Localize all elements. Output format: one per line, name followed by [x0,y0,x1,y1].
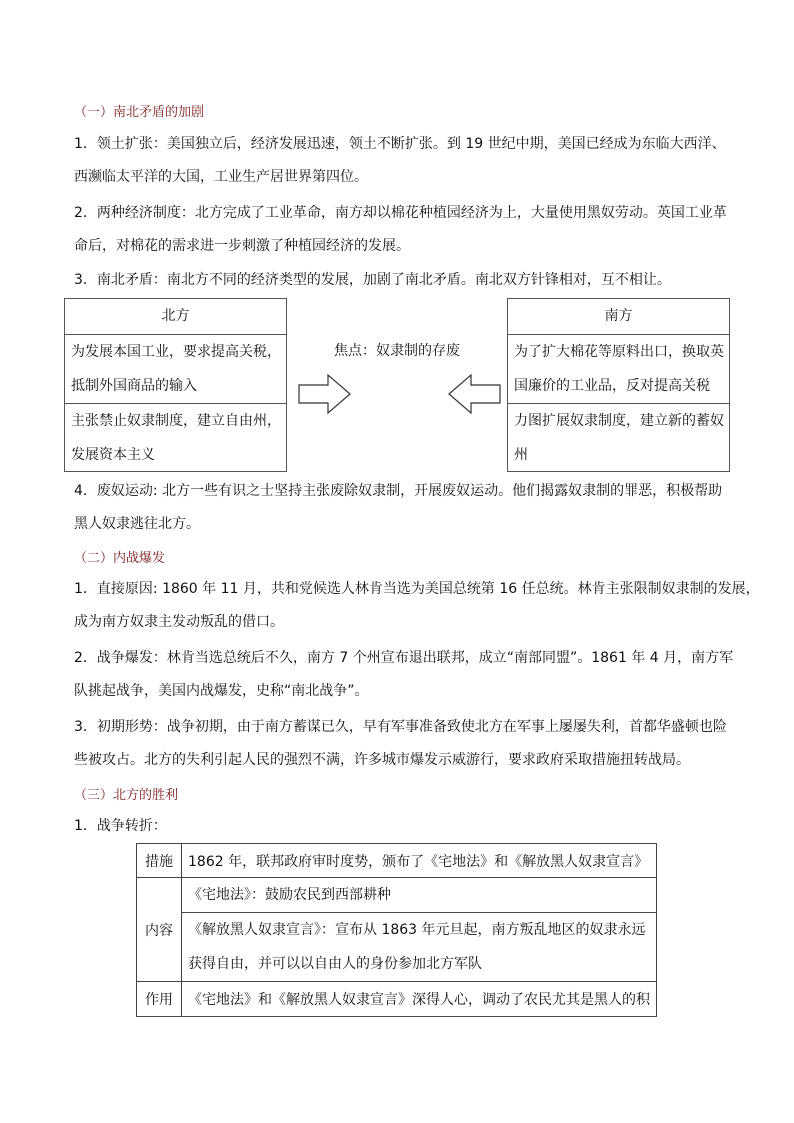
section-heading-2: （二）内战爆发 [74,551,166,566]
para-4-line-1: 4．废奴运动: 北方一些有识之士坚持主张废除奴隶制，开展废奴运动。他们揭露奴隶制的罪恶，积极帮助 [74,483,723,499]
table-row [137,844,657,878]
south-cell-1 [508,335,729,403]
north-cell-1-line-2: 抵制外国商品的输入 [71,378,197,394]
south-cell-2-line-2: 州 [514,447,528,463]
south-cell-2 [508,403,729,472]
content-homestead-act: 《宅地法》：鼓励农民到西部耕种 [182,878,656,913]
table-value-measures: 1862 年，联邦政府审时度势，颁布了《宅地法》和《解放黑人奴隶宣言》 [182,844,657,878]
para-1-line-1: 1．领土扩张：美国独立后，经济发展迅速，领土不断扩张。到 19 世纪中期，美国已经成为东临大西洋、 [74,136,726,152]
para-3: 3．南北矛盾：南北方不同的经济类型的发展，加剧了南北矛盾。南北双方针锋相对，互不相让。 [74,272,671,288]
north-cell-2-line-2: 发展资本主义 [71,447,155,463]
table-key-content: 内容 [137,878,182,982]
right-arrow-icon [298,374,352,414]
south-title: 南方 [508,299,729,335]
south-cell-1-line-2: 国廉价的工业品，反对提高关税 [514,378,710,394]
s2-para-1-line-2: 成为南方奴隶主发动叛乱的借口。 [74,614,284,630]
table-value-effect: 《宅地法》和《解放黑人奴隶宣言》深得人心，调动了农民尤其是黑人的积 [182,982,657,1017]
left-arrow-icon [447,374,501,414]
s3-para-1: 1．战争转折： [74,818,167,834]
content-emancipation-line-2: 获得自由，并可以以自由人的身份参加北方军队 [188,956,482,972]
content-emancipation-line-1: 《解放黑人奴隶宣言》：宣布从 1863 年元旦起，南方叛乱地区的奴隶永远 [188,922,646,938]
table-row [137,982,657,1017]
war-turning-point-table [136,843,657,1017]
north-title: 北方 [65,299,286,335]
focus-label: 焦点：奴隶制的存废 [334,343,460,359]
s2-para-2-line-2: 队挑起战争，美国内战爆发，史称“南北战争”。 [74,683,369,699]
south-cell-2-line-1: 力图扩展奴隶制度，建立新的蓄奴 [514,413,724,429]
s2-para-3-line-1: 3．初期形势：战争初期，由于南方蓄谋已久，早有军事准备致使北方在军事上屡屡失利，首都华盛顿也险 [74,719,727,735]
north-cell-1-line-1: 为发展本国工业，要求提高关税， [71,344,281,360]
s2-para-3-line-2: 些被攻占。北方的失利引起人民的强烈不满，许多城市爆发示威游行，要求政府采取措施扭转战局。 [74,752,690,768]
s2-para-2-line-1: 2．战争爆发：林肯当选总统后不久，南方 7 个州宣布退出联邦，成立“南部同盟”。1861 年 4 月，南方军 [74,650,734,666]
section-heading-3: （三）北方的胜利 [74,788,179,803]
para-1-line-2: 西濒临太平洋的大国，工业生产居世界第四位。 [74,169,368,185]
south-cell-1-line-1: 为了扩大棉花等原料出口，换取英 [514,344,724,360]
table-row [137,878,657,982]
para-2-line-2: 命后，对棉花的需求进一步刺激了种植园经济的发展。 [74,238,410,254]
s2-para-1-line-1: 1．直接原因: 1860 年 11 月，共和党候选人林肯当选为美国总统第 16 任总统。林肯主张限制奴隶制的发展， [74,581,760,597]
north-cell-1 [65,335,286,403]
north-cell-2-line-1: 主张禁止奴隶制度，建立自由州， [71,413,281,429]
para-4-line-2: 黑人奴隶逃往北方。 [74,516,200,532]
north-box [64,298,287,472]
para-2-line-1: 2．两种经济制度：北方完成了工业革命，南方却以棉花种植园经济为上，大量使用黑奴劳动。英国工业革 [74,205,727,221]
table-value-content [182,878,657,982]
north-cell-2 [65,403,286,472]
section-heading-1: （一）南北矛盾的加剧 [74,105,205,120]
table-key-effect: 作用 [137,982,182,1017]
table-key-measures: 措施 [137,844,182,878]
south-box [507,298,730,472]
